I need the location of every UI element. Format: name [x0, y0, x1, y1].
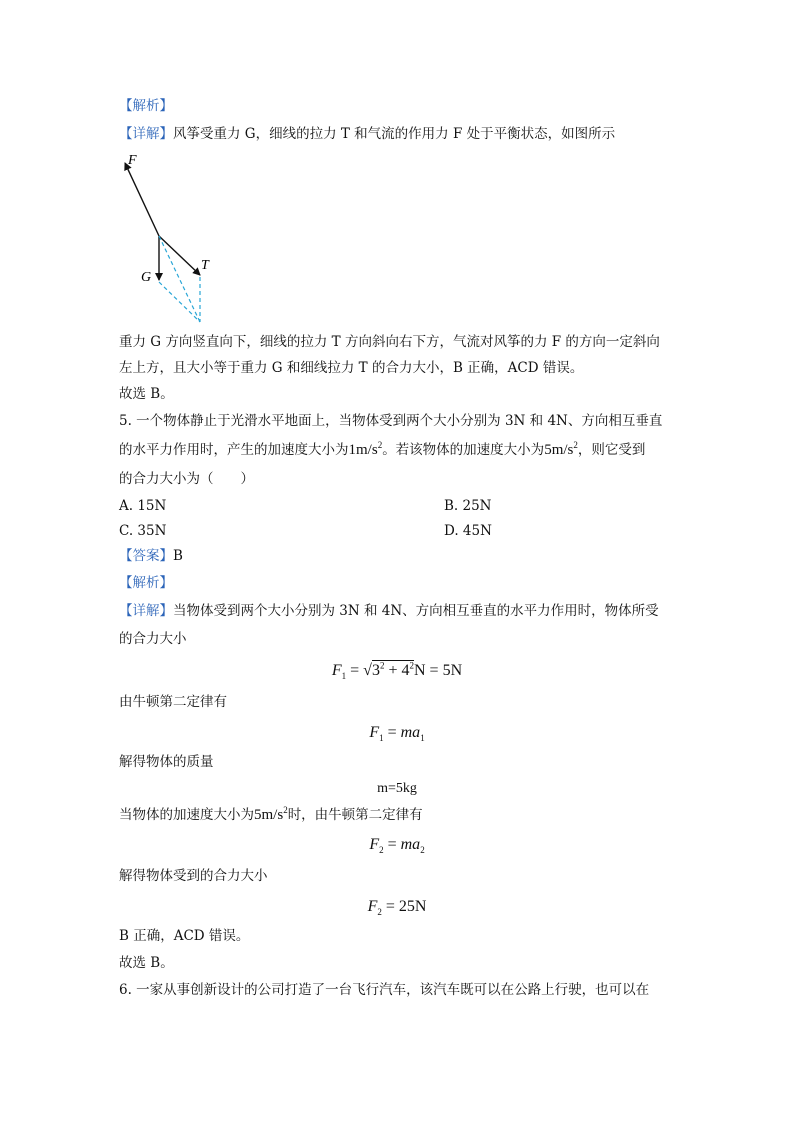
answer-line — [119, 546, 183, 566]
equation-mass: m=5kg — [377, 781, 417, 796]
paragraph-line: 解得物体的质量 — [119, 754, 214, 770]
force-t-arrow — [159, 236, 200, 275]
detail-text: 当物体受到两个大小分别为 3N 和 4N、方向相互垂直的水平力作用时，物体所受 — [173, 603, 659, 619]
label-f: F — [128, 153, 137, 168]
label-g: G — [141, 270, 152, 285]
equation-newton-2: $F_2 = ma_2$ — [369, 836, 425, 856]
detail-text: 风筝受重力 G，细线的拉力 T 和气流的作用力 F 处于平衡状态，如图所示 — [173, 126, 616, 142]
equation-resultant: $F_1 = √3^2 + 4^2N = 5N$ — [331, 660, 463, 682]
detail-paragraph — [119, 124, 615, 144]
question-5-text: ，则它受到 — [577, 442, 646, 458]
force-diagram — [115, 150, 225, 330]
paragraph-line: 解得物体受到的合力大小 — [119, 868, 268, 884]
answer-tag: 【答案】 — [119, 548, 173, 564]
force-f-arrow — [125, 163, 159, 236]
question-5-text: 。若该物体的加速度大小为 — [382, 442, 545, 458]
paragraph-line: 由牛顿第二定律有 — [119, 694, 227, 710]
detail-tag: 【详解】 — [119, 126, 173, 142]
conclusion-line: 故选 B。 — [119, 386, 174, 402]
option-c: C. 35N — [119, 523, 167, 539]
analysis-tag: 【解析】 — [119, 98, 173, 114]
question-6-line: 6. 一家从事创新设计的公司打造了一台飞行汽车，该汽车既可以在公路上行驶，也可以在 — [119, 982, 650, 998]
equation-result: $F_2 = 25N$ — [367, 898, 427, 918]
unit-acceleration: $1m/s^2$ — [348, 440, 383, 458]
conclusion-line: B 正确，ACD 错误。 — [119, 928, 250, 944]
detail-paragraph: 的合力大小 — [119, 631, 187, 647]
paragraph-line: 当物体的加速度大小为$5m/s^2$时，由牛顿第二定律有 — [119, 805, 423, 823]
conclusion-line: 故选 B。 — [119, 955, 174, 971]
detail-paragraph — [119, 601, 659, 621]
option-a: A. 15N — [119, 498, 167, 514]
question-5-line: 5. 一个物体静止于光滑水平地面上，当物体受到两个大小分别为 3N 和 4N、方向相互垂直 — [119, 413, 663, 429]
unit-acceleration: $5m/s^2$ — [544, 440, 578, 458]
answer-value: B — [173, 548, 183, 564]
label-t: T — [201, 258, 209, 273]
question-5-line — [119, 440, 645, 460]
paragraph-line: 左上方，且大小等于重力 G 和细线拉力 T 的合力大小，B 正确，ACD 错误。 — [119, 360, 584, 376]
paragraph-line: 重力 G 方向竖直向下，细线的拉力 T 方向斜向右下方，气流对风筝的力 F 的方向一定斜向 — [119, 334, 660, 350]
question-5-line: 的合力大小为（ ） — [119, 471, 254, 487]
detail-tag: 【详解】 — [119, 603, 173, 619]
analysis-tag: 【解析】 — [119, 575, 173, 591]
question-5-text: 的水平力作用时，产生的加速度大小为 — [119, 442, 349, 458]
equation-newton-1: $F_1 = ma_1$ — [369, 724, 425, 744]
option-d: D. 45N — [444, 523, 492, 539]
parallelogram-dashed-side — [159, 282, 200, 322]
resultant-dashed-line — [159, 236, 200, 322]
option-b: B. 25N — [444, 498, 492, 514]
